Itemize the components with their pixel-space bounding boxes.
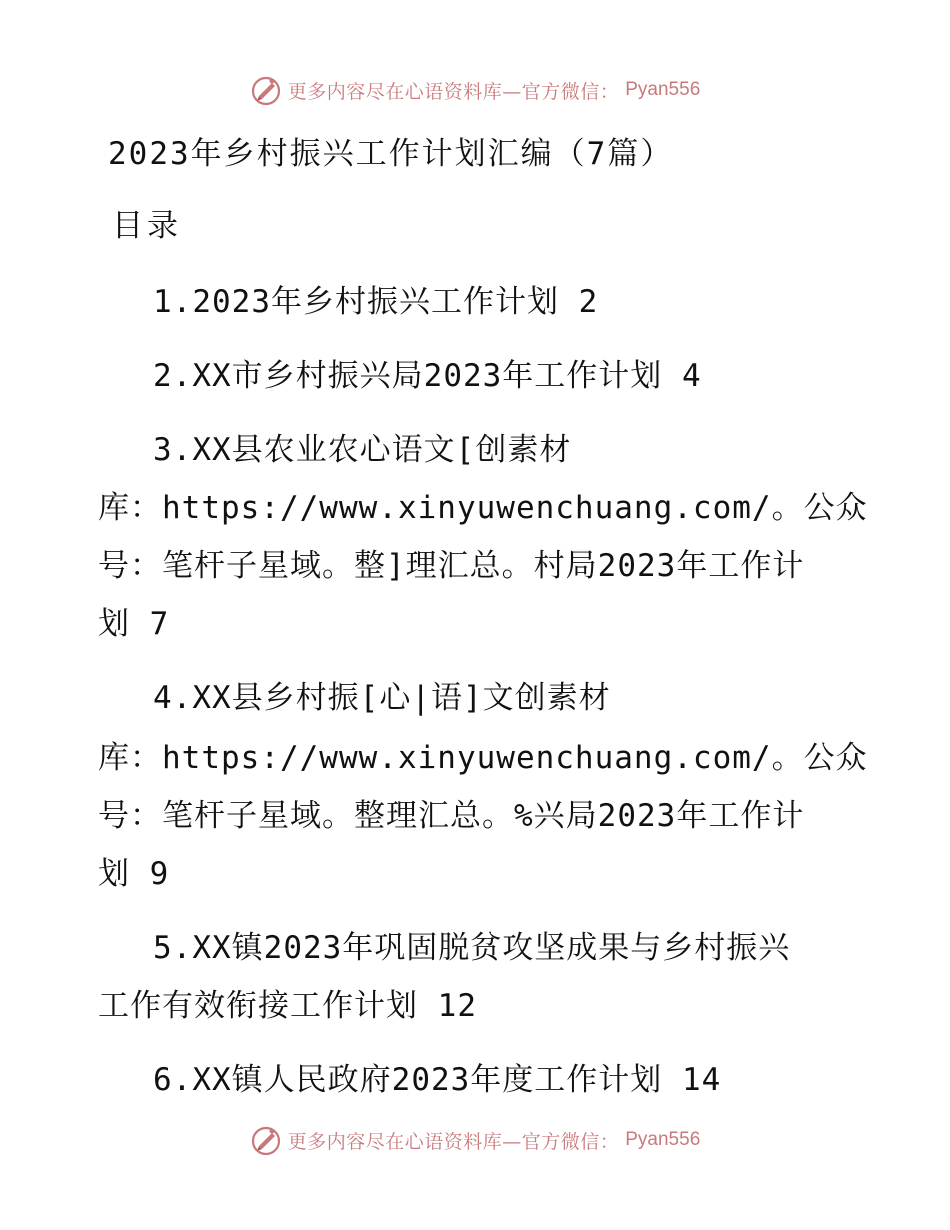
toc-entry-continuation: 号：笔杆子星域。整理汇总。%兴局2023年工作计 bbox=[98, 798, 805, 834]
toc-entry: 5.XX镇2023年巩固脱贫攻坚成果与乡村振兴 bbox=[153, 930, 791, 966]
toc-entry-continuation: 划 9 bbox=[98, 856, 170, 892]
pen-logo-icon bbox=[250, 1124, 282, 1156]
toc-entry-continuation: 号：笔杆子星域。整]理汇总。村局2023年工作计 bbox=[98, 548, 805, 584]
watermark-wechat-id: Pyan556 bbox=[625, 79, 701, 100]
toc-entry-continuation: 库：https://www.xinyuwenchuang.com/。公众 bbox=[98, 740, 868, 776]
toc-entry-continuation: 划 7 bbox=[98, 606, 170, 642]
pen-logo-icon bbox=[250, 74, 282, 106]
toc-heading: 目录 bbox=[112, 208, 182, 244]
toc-entry-continuation: 工作有效衔接工作计划 12 bbox=[98, 988, 477, 1024]
watermark-wechat-id: Pyan556 bbox=[625, 1129, 701, 1150]
watermark-text: 更多内容尽在心语资料库—官方微信： bbox=[287, 80, 620, 103]
toc-entry: 6.XX镇人民政府2023年度工作计划 14 bbox=[153, 1062, 722, 1098]
toc-entry: 2.XX市乡村振兴局2023年工作计划 4 bbox=[153, 358, 702, 394]
toc-entry-continuation: 库：https://www.xinyuwenchuang.com/。公众 bbox=[98, 490, 868, 526]
toc-entry: 3.XX县农业农心语文[创素材 bbox=[153, 432, 572, 468]
toc-entry: 4.XX县乡村振[心|语]文创素材 bbox=[153, 680, 611, 716]
toc-entry: 1.2023年乡村振兴工作计划 2 bbox=[153, 284, 599, 320]
footer-watermark bbox=[0, 1120, 950, 1160]
document-title: 2023年乡村振兴工作计划汇编（7篇） bbox=[108, 136, 674, 172]
watermark-text: 更多内容尽在心语资料库—官方微信： bbox=[287, 1130, 620, 1153]
header-watermark bbox=[0, 70, 950, 110]
